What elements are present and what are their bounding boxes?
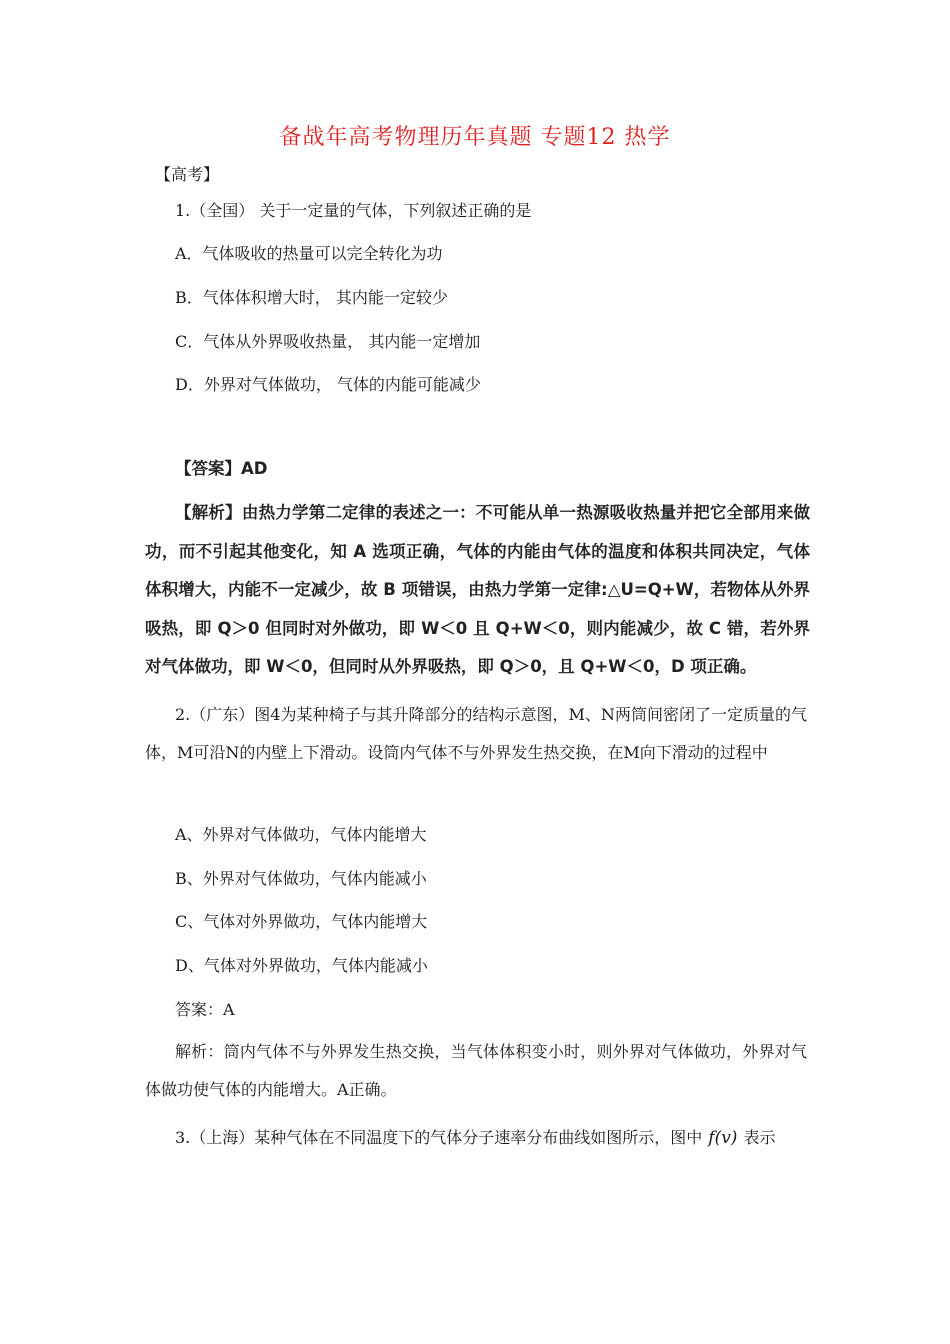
q1-analysis [145,494,810,687]
q1-analysis-label: 【解析】 [175,503,242,522]
q2-stem: 2.（广东）图4为某种椅子与其升降部分的结构示意图，M、N两筒间密闭了一定质量的气体，M可沿N的内壁上下滑动。设筒内气体不与外界发生热交换，在M向下滑动的过程中 [145,705,807,762]
q3-tail: 表示 [743,1128,776,1147]
q1-option-b: B．气体体积增大时， 其内能一定较少 [175,288,448,307]
q2-option-d: D、气体对外界做功，气体内能减小 [175,956,428,975]
q2-option-c: C、气体对外界做功，气体内能增大 [175,912,428,931]
q1-option-d: D．外界对气体做功， 气体的内能可能减少 [175,375,481,394]
q3-symbol: f(v) [708,1128,738,1148]
q1-analysis-text: 由热力学第二定律的表述之一：不可能从单一热源吸收热量并把它全部用来做功，而不引起其他变化，知 A 选项正确，气体的内能由气体的温度和体积共同决定，气体体积增大，内能不一定减少，故 B 项错误，由热力学第一定律:△U=Q+W，若物体从外界吸热，即 Q＞0 但同时对外做功，即 W＜0 且 Q+W＜0，则内能减少，故 C 错，若外界对气体做功，即 W＜0，但同时从外界吸热，即 Q＞0，且 Q+W＜0，D 项正确。 [145,503,811,676]
q1-option-a: A．气体吸收的热量可以完全转化为功 [175,244,443,263]
document-title: 备战年高考物理历年真题 专题12 热学 [279,125,671,150]
q2-answer: 答案：A [175,1000,235,1019]
q1-stem: 1.（全国） 关于一定量的气体，下列叙述正确的是 [175,201,532,220]
q3-stem-line [175,1125,775,1148]
q3-stem: 3.（上海）某种气体在不同温度下的气体分子速率分布曲线如图所示，图中 [175,1128,703,1147]
section-heading: 【高考】 [155,165,220,184]
q2-option-b: B、外界对气体做功，气体内能减小 [175,869,427,888]
q2-analysis: 解析：筒内气体不与外界发生热交换，当气体体积变小时，则外界对气体做功，外界对气体做功使气体的内能增大。A正确。 [145,1042,807,1099]
q1-option-c: C．气体从外界吸收热量， 其内能一定增加 [175,332,481,351]
q1-answer-value: AD [241,459,268,478]
q1-answer [175,455,267,479]
q1-answer-label: 【答案】 [175,459,241,478]
q2-option-a: A、外界对气体做功，气体内能增大 [175,825,427,844]
